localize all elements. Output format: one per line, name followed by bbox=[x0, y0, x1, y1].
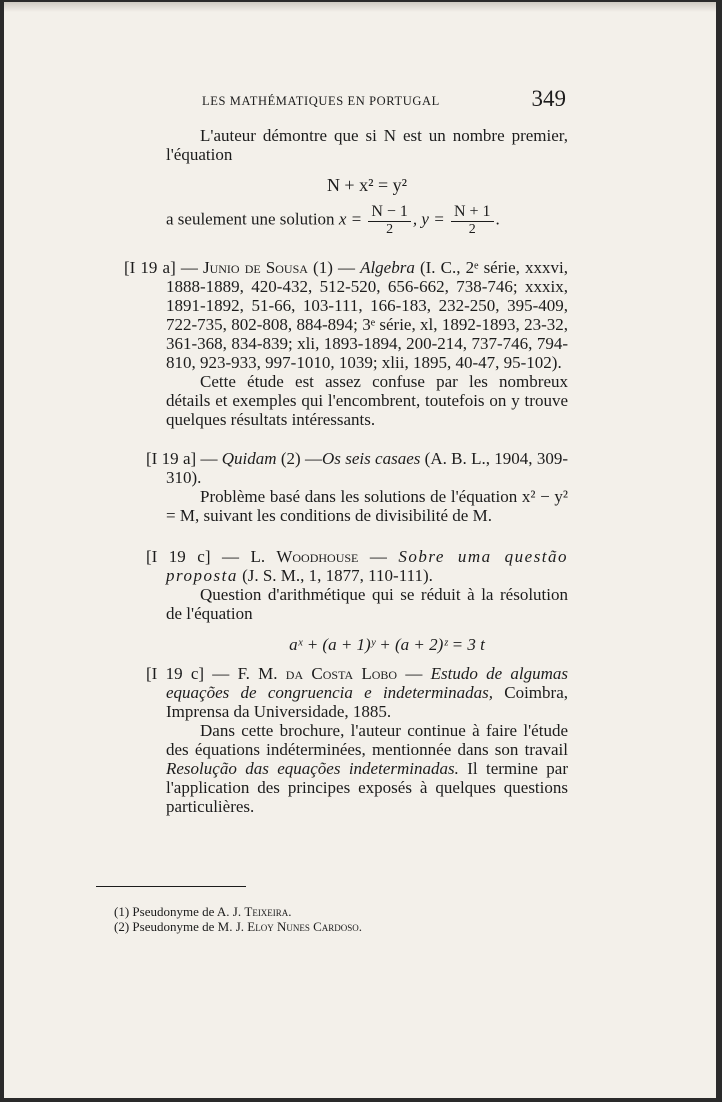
page-edge bbox=[4, 2, 716, 12]
entry-equation: aˣ + (a + 1)ʸ + (a + 2)ᶻ = 3 t bbox=[289, 635, 485, 654]
intro-equation: N + x² = y² bbox=[326, 175, 408, 195]
header-title: LES MATHÉMATIQUES EN PORTUGAL bbox=[202, 94, 440, 108]
entry-tag: [I 19 c] bbox=[146, 664, 205, 683]
entry-footnote-ref: — bbox=[358, 547, 399, 566]
entry-author: Junio de Sousa bbox=[202, 258, 308, 277]
x-numerator: N − 1 bbox=[368, 203, 411, 222]
entry-summary: Problème basé dans les solutions de l'équation x² − y² = M, suivant les conditions de divisibilité de M. bbox=[166, 487, 568, 525]
entry-summary-b: Il termine par l'application des principes exposés à quelques questions particulières. bbox=[166, 759, 568, 816]
solution-end: . bbox=[495, 209, 500, 229]
entry-tag: [I 19 c] bbox=[146, 547, 211, 566]
entry-title: Sobre uma questão proposta bbox=[166, 547, 569, 585]
footnote-number: (2) bbox=[114, 919, 130, 934]
footnote bbox=[114, 904, 534, 919]
entry-dash: — bbox=[196, 449, 222, 468]
entry-footnote-ref: (1) — bbox=[307, 258, 355, 277]
bibliography-entry bbox=[146, 449, 568, 525]
entry-details: (J. S. M., 1, 1877, 110-111). bbox=[237, 566, 433, 585]
x-denominator: 2 bbox=[386, 222, 394, 237]
footnote-name: Teixeira. bbox=[244, 904, 292, 919]
entry-tag: [I 19 a] bbox=[124, 258, 176, 277]
entry-citation bbox=[146, 547, 569, 585]
y-numerator: N + 1 bbox=[451, 203, 494, 222]
entry-summary: Question d'arithmétique qui se réduit à la résolution de l'équation bbox=[166, 585, 568, 623]
footnote-rule bbox=[96, 886, 246, 887]
entry-summary-title: Resolução das equações indeterminadas. bbox=[166, 759, 459, 778]
bibliography-entry bbox=[124, 258, 568, 429]
running-header bbox=[202, 86, 572, 118]
footnote-text: Pseudonyme de M. J. bbox=[132, 919, 248, 934]
entry-footnote-ref: — bbox=[397, 664, 431, 683]
x-fraction bbox=[368, 203, 411, 238]
intro-paragraph: L'auteur démontre que si N est un nombre premier, l'équation bbox=[166, 126, 568, 164]
entry-author: Quidam bbox=[221, 449, 277, 468]
footnote-number: (1) bbox=[114, 904, 130, 919]
page-number: 349 bbox=[531, 86, 566, 111]
entry-author: L. Woodhouse bbox=[250, 547, 359, 566]
entry-author-prefix: F. M. bbox=[237, 664, 286, 683]
entry-details: (A. B. L., 1904, 309-310). bbox=[166, 449, 568, 487]
entry-dash: — bbox=[204, 664, 238, 683]
footnotes bbox=[114, 904, 534, 934]
entry-summary bbox=[166, 721, 568, 816]
entry-title: Estudo de algumas equações de congruencia e indeterminadas, bbox=[166, 664, 569, 702]
y-denominator: 2 bbox=[468, 222, 476, 237]
entry-author: Costa Lobo bbox=[311, 664, 398, 683]
entry-summary-a: Dans cette brochure, l'auteur continue à faire l'étude des équations indéterminées, mentionnée dans son travail bbox=[166, 721, 568, 759]
entry-citation bbox=[146, 664, 569, 721]
book-page bbox=[4, 2, 716, 1098]
page-body bbox=[124, 126, 569, 816]
entry-details: Coimbra, Imprensa da Universidade, 1885. bbox=[166, 683, 568, 721]
entry-summary: Cette étude est assez confuse par les nombreux détails et exemples qui l'encombrent, toutefois on y trouve quelques résultats intéressants. bbox=[166, 372, 568, 429]
entry-title: Algebra bbox=[360, 258, 415, 277]
solution-line bbox=[166, 203, 568, 238]
solution-prefix: a seulement une solution bbox=[166, 209, 335, 229]
entry-citation bbox=[124, 258, 568, 372]
y-fraction bbox=[451, 203, 494, 238]
entry-title: Os seis casaes bbox=[322, 449, 421, 468]
entry-dash: — bbox=[175, 258, 203, 277]
y-label: , y = bbox=[412, 209, 445, 229]
entry-citation bbox=[146, 449, 568, 487]
bibliography-entry bbox=[146, 664, 569, 816]
bibliography-entry bbox=[146, 547, 569, 654]
entry-details: (I. C., 2ᵉ série, xxxvi, 1888-1889, 420-432, 512-520, 656-662, 738-746; xxxix, 1891-1892, 51-66, 103-111, 166-183, 232-250, 395-409, 722-735, 802-808, 884-894; 3ᵉ série, xl, 1892-1893, 23-32, 361-368, 834-839; xli, 1893-1894, 200-214, 737-746, 794-810, 923-933, 997-1010, 1039; xlii, 1895, 40-47, 95-102). bbox=[166, 258, 568, 372]
footnote-name: Eloy Nunes Cardoso. bbox=[247, 919, 363, 934]
entry-author-particle: da bbox=[285, 664, 304, 683]
entry-footnote-ref: (2) — bbox=[276, 449, 323, 468]
x-label: x = bbox=[338, 209, 363, 229]
footnote-text: Pseudonyme de A. J. bbox=[132, 904, 245, 919]
entry-dash: — bbox=[210, 547, 251, 566]
footnote bbox=[114, 919, 534, 934]
entry-tag: [I 19 a] bbox=[146, 449, 197, 468]
